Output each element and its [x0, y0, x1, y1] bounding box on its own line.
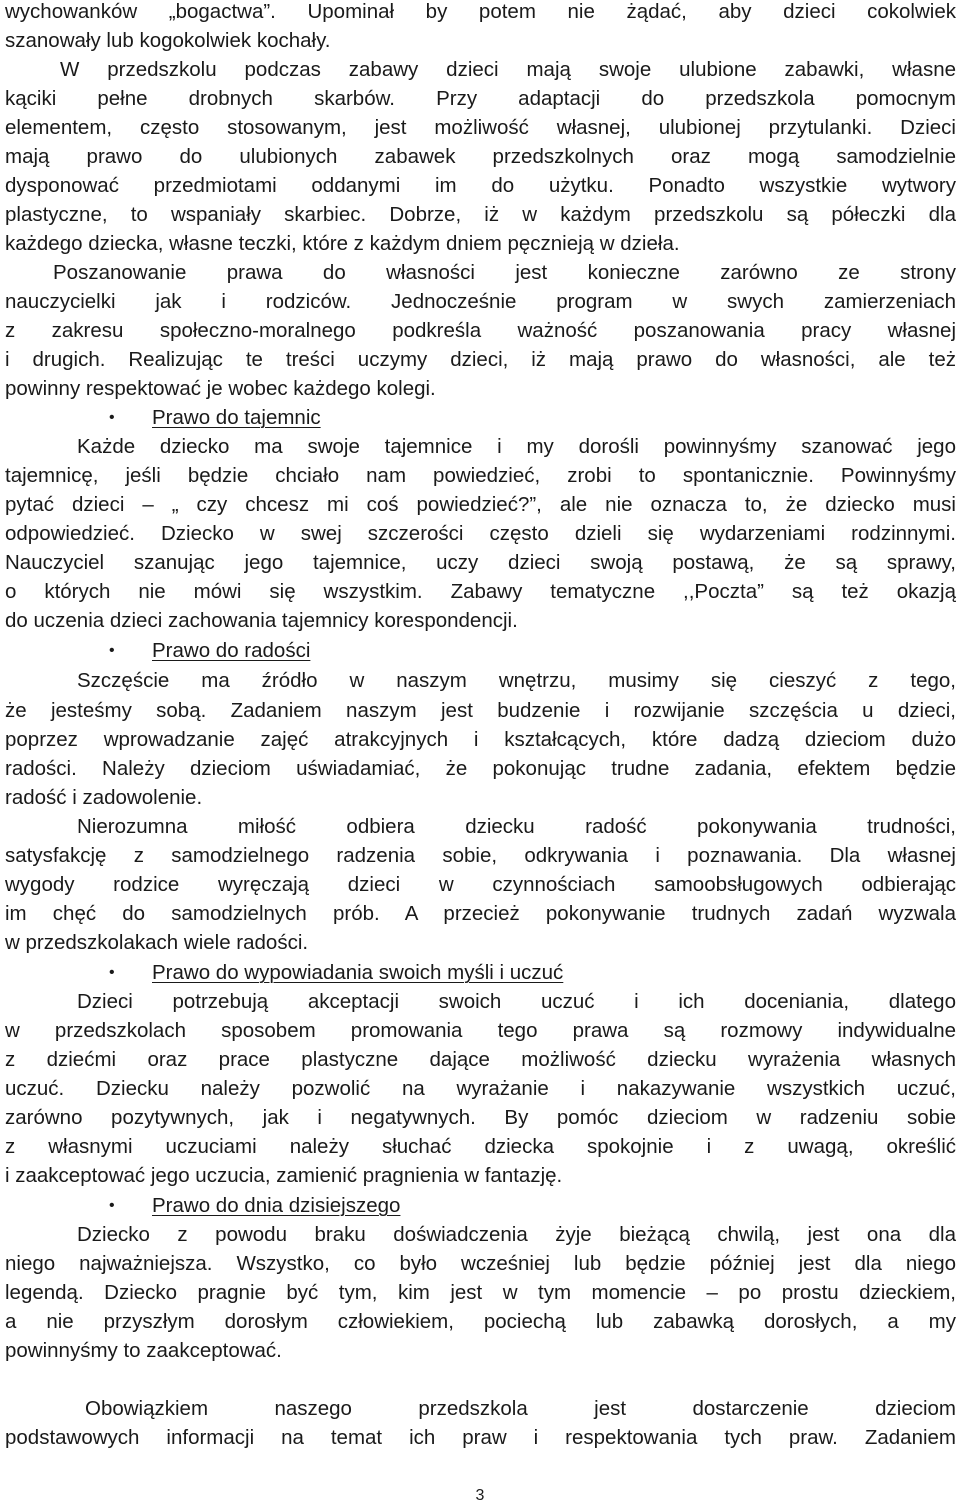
text-line: i drugich. Realizując te treści uczymy dzieci, iż mają prawo do własności, ale też: [5, 348, 956, 371]
section-heading: Prawo do dnia dzisiejszego: [152, 1194, 401, 1217]
bullet-icon: •: [109, 642, 115, 659]
bullet-heading-today: [5, 1191, 956, 1220]
text-line: nauczycielki jak i rodziców. Jednocześnie program w swych zamierzeniach: [5, 290, 956, 313]
text-line: tajemnicę, jeśli będzie chciało nam powiedzieć, zrobi to spontanicznie. Powinnyśmy: [5, 464, 956, 487]
text-line: do uczenia dzieci zachowania tajemnicy korespondencji.: [5, 609, 518, 632]
text-line: mają prawo do ulubionych zabawek przedszkolnych oraz mogą samodzielnie: [5, 145, 956, 168]
section-heading: Prawo do wypowiadania swoich myśli i uczuć: [152, 961, 564, 984]
text-line: podstawowych informacji na temat ich praw i respektowania tych praw. Zadaniem: [5, 1426, 956, 1449]
text-line: Nierozumna miłość odbiera dziecku radość pokonywania trudności,: [77, 815, 956, 838]
text-line: satysfakcję z samodzielnego radzenia sobie, odkrywania i poznawania. Dla własnej: [5, 844, 956, 867]
text-line: powinnyśmy to zaakceptować.: [5, 1339, 282, 1362]
text-line: a nie przyszłym dorosłym człowiekiem, pociechą lub zabawką dorosłych, a my: [5, 1310, 956, 1333]
text-line: z własnymi uczuciami należy słuchać dziecka spokojnie i z uwagą, określić: [5, 1135, 956, 1158]
text-line: powinny respektować je wobec każdego kolegi.: [5, 377, 436, 400]
page-number: 3: [475, 1487, 485, 1504]
text-line: o których nie mówi się wszystkim. Zabawy tematyczne ,,Poczta” są też okazją: [5, 580, 956, 603]
text-line: dysponować przedmiotami oddanymi im do użytku. Ponadto wszystkie wytwory: [5, 174, 956, 197]
text-line: Każde dziecko ma swoje tajemnice i my dorośli powinnyśmy szanować jego: [77, 435, 956, 458]
text-line: im chęć do samodzielnych prób. A przecież pokonywanie trudnych zadań wyzwala: [5, 902, 956, 925]
text-line: radość i zadowolenie.: [5, 786, 203, 809]
text-line: odpowiedzieć. Dziecko w swej szczerości często dzieli się wydarzeniami rodzinnymi.: [5, 522, 956, 545]
bullet-heading-expression: [5, 958, 956, 987]
text-line: uczuć. Dziecku należy pozwolić na wyrażanie i nakazywanie wszystkich uczuć,: [5, 1077, 956, 1100]
text-line: plastyczne, to wspaniały skarbiec. Dobrze, iż w każdym przedszkolu są półeczki dla: [5, 203, 956, 226]
text-line: z dziećmi oraz prace plastyczne dające możliwość dziecku wyrażenia własnych: [5, 1048, 956, 1071]
bullet-icon: •: [109, 1197, 115, 1214]
bullet-heading-secrets: [5, 403, 956, 432]
text-line: Obowiązkiem naszego przedszkola jest dostarczenie dzieciom: [85, 1397, 956, 1420]
text-line: każdego dziecka, własne teczki, które z każdym dniem pęcznieją w dzieła.: [5, 232, 680, 255]
text-line: w przedszkolakach wiele radości.: [5, 931, 309, 954]
text-line: wygody rodzice wyręczają dzieci w czynnościach samoobsługowych odbierając: [5, 873, 956, 896]
text-line: w przedszkolach sposobem promowania tego prawa są rozmowy indywidualne: [5, 1019, 956, 1042]
bullet-heading-joy: [5, 636, 956, 665]
text-line: poprzez wprowadzanie zajęć atrakcyjnych i kształcących, które dadzą dzieciom dużo: [5, 728, 956, 751]
text-line: kąciki pełne drobnych skarbów. Przy adaptacji do przedszkola pomocnym: [5, 87, 956, 110]
text-line: Poszanowanie prawa do własności jest konieczne zarówno ze strony: [53, 261, 956, 284]
section-heading: Prawo do tajemnic: [152, 406, 321, 429]
text-line: Dziecko z powodu braku doświadczenia żyje bieżącą chwilą, jest ona dla: [77, 1223, 956, 1246]
text-line: W przedszkolu podczas zabawy dzieci mają swoje ulubione zabawki, własne: [60, 58, 956, 81]
text-line: z zakresu społeczno-moralnego podkreśla ważność poszanowania pracy własnej: [5, 319, 956, 342]
bullet-icon: •: [109, 409, 115, 426]
text-line: zarówno pozytywnych, jak i negatywnych. By pomóc dzieciom w radzeniu sobie: [5, 1106, 956, 1129]
text-line: radości. Należy dzieciom uświadamiać, że pokonując trudne zadania, efektem będzie: [5, 757, 956, 780]
section-heading: Prawo do radości: [152, 639, 311, 662]
text-line: elementem, często stosowanym, jest możliwość własnej, ulubionej przytulanki. Dzieci: [5, 116, 956, 139]
text-line: szanowały lub kogokolwiek kochały.: [5, 29, 331, 52]
text-line: Nauczyciel szanując jego tajemnice, uczy dzieci swoją postawą, że są sprawy,: [5, 551, 956, 574]
text-line: pytać dzieci – „ czy chcesz mi coś powiedzieć?”, ale nie oznacza to, że dziecko musi: [5, 493, 956, 516]
text-line: niego najważniejsza. Wszystko, co było wcześniej lub będzie później jest dla niego: [5, 1252, 956, 1275]
text-line: wychowanków „bogactwa”. Upominał by potem nie żądać, aby dzieci cokolwiek: [5, 0, 956, 23]
text-line: Szczęście ma źródło w naszym wnętrzu, musimy się cieszyć z tego,: [77, 669, 956, 692]
text-line: Dzieci potrzebują akceptacji swoich uczuć i ich doceniania, dlatego: [77, 990, 956, 1013]
bullet-icon: •: [109, 964, 115, 981]
text-line: że jesteśmy sobą. Zadaniem naszym jest budzenie i rozwijanie szczęścia u dzieci,: [5, 699, 956, 722]
text-line: legendą. Dziecko pragnie być tym, kim jest w tym momencie – po prostu dzieckiem,: [5, 1281, 956, 1304]
text-line: i zaakceptować jego uczucia, zamienić pragnienia w fantazję.: [5, 1164, 563, 1187]
